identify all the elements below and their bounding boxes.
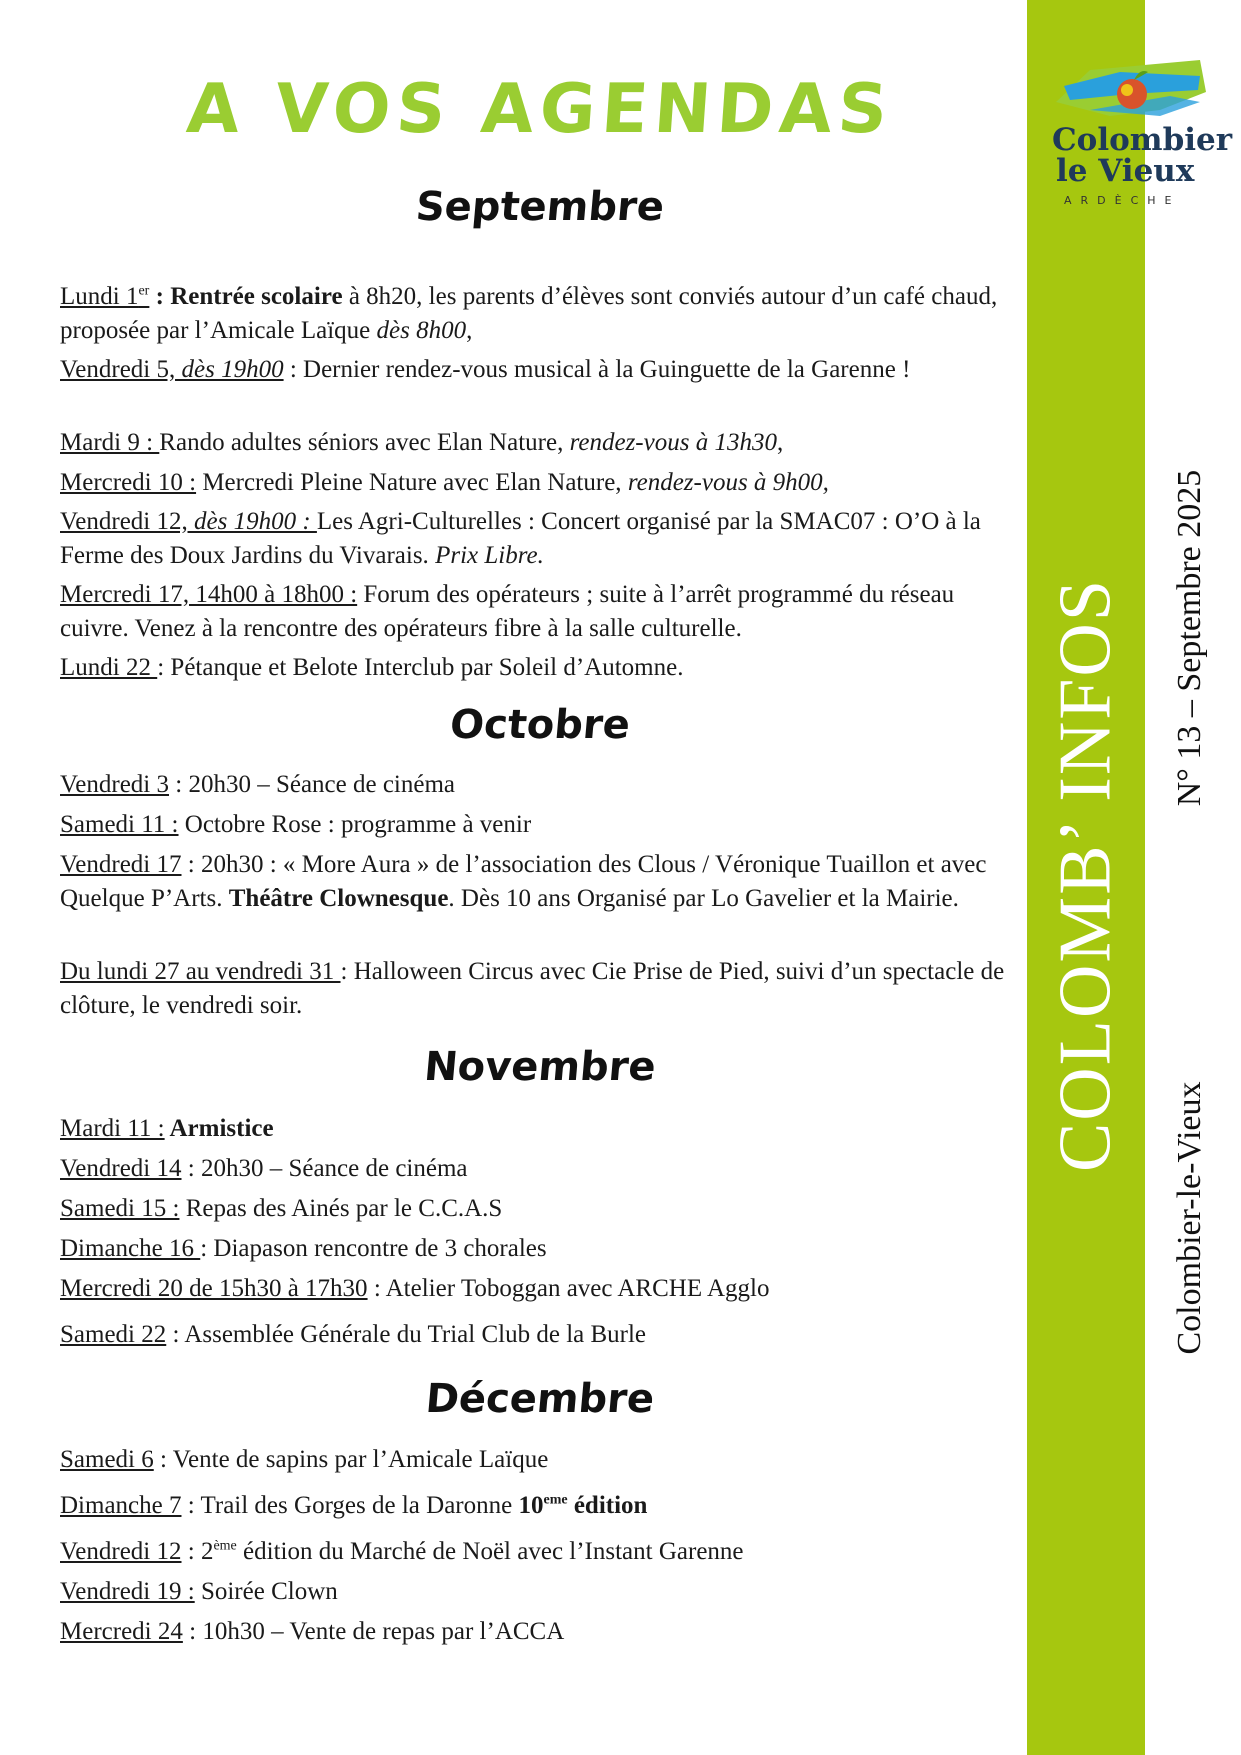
event-dec-7: Dimanche 7 : Trail des Gorges de la Daronne 10eme édition xyxy=(60,1492,648,1519)
event-date: Vendredi 5, dès 19h00 xyxy=(60,356,284,383)
event-date: Mardi 9 : xyxy=(60,429,160,456)
event-date: Vendredi 19 : xyxy=(60,1578,195,1605)
logo-brush-icon xyxy=(1050,50,1210,130)
event-nov-22: Samedi 22 : Assemblée Générale du Trial Club de la Burle xyxy=(60,1321,647,1348)
event-date: Vendredi 3 xyxy=(60,771,169,798)
event-dec-6: Samedi 6 : Vente de sapins par l’Amicale Laïque xyxy=(60,1446,549,1473)
event-date: Mercredi 17, 14h00 à 18h00 : xyxy=(60,581,358,608)
event-date: Samedi 15 : xyxy=(60,1195,180,1222)
event-sep-1: Lundi 1er : Rentrée scolaire à 8h20, les parents d’élèves sont conviés autour d’un café chaud, proposée par l’Amicale Laïque dès 8h00, xyxy=(60,283,998,344)
event-date: Dimanche 7 xyxy=(60,1492,182,1519)
page-title: A VOS AGENDAS xyxy=(184,70,896,149)
event-sep-17: Mercredi 17, 14h00 à 18h00 : Forum des opérateurs ; suite à l’arrêt programmé du réseau cuivre. Venez à la rencontre des opérateurs fibre à la salle culturelle. xyxy=(60,581,955,642)
event-nov-16: Dimanche 16 : Diapason rencontre de 3 chorales xyxy=(60,1235,547,1262)
logo-line-1: Colombier xyxy=(1052,122,1233,158)
event-date: Samedi 22 xyxy=(60,1321,167,1348)
event-dec-12: Vendredi 12 : 2ème édition du Marché de Noël avec l’Instant Garenne xyxy=(60,1538,744,1565)
logo-line-3: ARDÈCHE xyxy=(1064,194,1181,207)
event-sep-22: Lundi 22 : Pétanque et Belote Interclub par Soleil d’Automne. xyxy=(60,654,684,681)
event-oct-11: Samedi 11 : Octobre Rose : programme à venir xyxy=(60,811,532,838)
event-date: Mercredi 20 de 15h30 à 17h30 xyxy=(60,1275,368,1302)
event-date: Lundi 1er xyxy=(60,283,150,310)
town-name: Colombier-le-Vieux xyxy=(1171,1081,1208,1355)
issue-number: N° 13 – Septembre 2025 xyxy=(1171,469,1208,807)
month-heading-septembre: Septembre xyxy=(413,184,667,230)
event-nov-11: Mardi 11 : Armistice xyxy=(60,1115,274,1142)
event-sep-10: Mercredi 10 : Mercredi Pleine Nature avec Elan Nature, rendez-vous à 9h00, xyxy=(60,469,829,496)
event-oct-3: Vendredi 3 : 20h30 – Séance de cinéma xyxy=(60,771,456,798)
event-dec-24: Mercredi 24 : 10h30 – Vente de repas par l’ACCA xyxy=(60,1618,565,1645)
month-heading-decembre: Décembre xyxy=(423,1376,657,1422)
event-date: Dimanche 16 xyxy=(60,1235,201,1262)
event-date: Du lundi 27 au vendredi 31 xyxy=(60,958,341,985)
event-date: Mardi 11 : xyxy=(60,1115,165,1142)
event-date: Lundi 22 xyxy=(60,654,158,681)
newsletter-title: COLOMB’ INFOS xyxy=(1044,577,1127,1173)
month-heading-novembre: Novembre xyxy=(422,1044,658,1090)
month-heading-octobre: Octobre xyxy=(448,702,632,748)
event-sep-12: Vendredi 12, dès 19h00 : Les Agri-Culturelles : Concert organisé par la SMAC07 : O’O à la Ferme des Doux Jardins du Vivarais. Prix Libre. xyxy=(60,508,981,569)
event-date: Vendredi 14 xyxy=(60,1155,182,1182)
event-dec-19: Vendredi 19 : Soirée Clown xyxy=(60,1578,338,1605)
event-date: Samedi 6 xyxy=(60,1446,154,1473)
event-nov-15: Samedi 15 : Repas des Ainés par le C.C.A.S xyxy=(60,1195,503,1222)
event-date: Vendredi 12 xyxy=(60,1538,182,1565)
event-oct-17: Vendredi 17 : 20h30 : « More Aura » de l’association des Clous / Véronique Tuaillon et avec Quelque P’Arts. Théâtre Clownesque. Dès 10 ans Organisé par Lo Gavelier et la Mairie. xyxy=(60,851,987,912)
event-date: Vendredi 12, dès 19h00 : xyxy=(60,508,317,535)
event-date: Samedi 11 : xyxy=(60,811,179,838)
event-date: Mercredi 10 : xyxy=(60,469,197,496)
town-logo xyxy=(1050,50,1233,210)
event-date: Mercredi 24 xyxy=(60,1618,183,1645)
logo-line-2: le Vieux xyxy=(1056,153,1195,189)
event-date: Vendredi 17 xyxy=(60,851,182,878)
event-nov-20: Mercredi 20 de 15h30 à 17h30 : Atelier Toboggan avec ARCHE Agglo xyxy=(60,1275,770,1302)
event-sep-9: Mardi 9 : Rando adultes séniors avec Elan Nature, rendez-vous à 13h30, xyxy=(60,429,784,456)
event-sep-5: Vendredi 5, dès 19h00 : Dernier rendez-vous musical à la Guinguette de la Garenne ! xyxy=(60,356,911,383)
event-oct-27: Du lundi 27 au vendredi 31 : Halloween Circus avec Cie Prise de Pied, suivi d’un spectacle de clôture, le vendredi soir. xyxy=(60,958,1005,1019)
event-nov-14: Vendredi 14 : 20h30 – Séance de cinéma xyxy=(60,1155,468,1182)
